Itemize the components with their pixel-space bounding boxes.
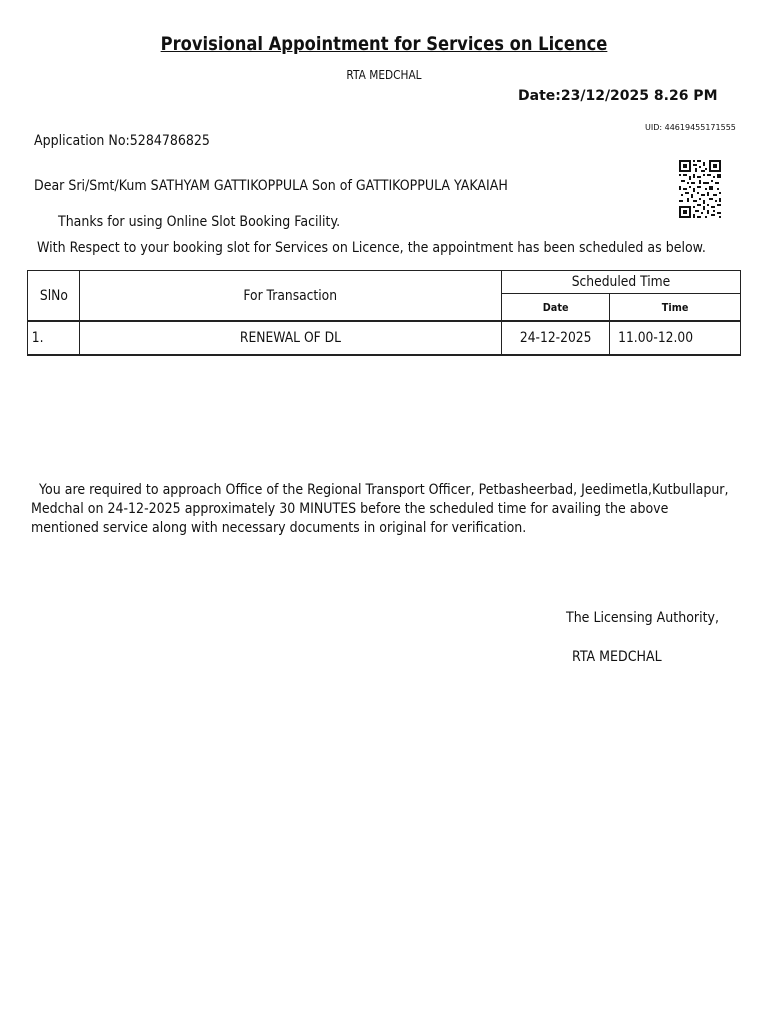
instructions-line-2: Medchal on 24-12-2025 approximately 30 MINUTES before the scheduled time for availing the above bbox=[31, 501, 669, 517]
uid-text: UID: 44619455171555 bbox=[645, 123, 736, 132]
issue-date bbox=[518, 88, 718, 104]
table-row bbox=[28, 321, 741, 355]
instructions-line-3: mentioned service along with necessary documents in original for verification. bbox=[31, 520, 527, 536]
respect-text: With Respect to your booking slot for Services on Licence, the appointment has been scheduled as below. bbox=[37, 240, 706, 256]
header-slno: SlNo bbox=[28, 271, 80, 322]
thanks-text: Thanks for using Online Slot Booking Facility. bbox=[58, 214, 341, 230]
signature-office: RTA MEDCHAL bbox=[572, 649, 662, 665]
appointment-table bbox=[27, 270, 741, 356]
row-date: 24-12-2025 bbox=[502, 321, 610, 355]
row-slno: 1. bbox=[28, 321, 80, 355]
header-scheduled-time: Scheduled Time bbox=[502, 271, 741, 294]
instructions-line-1: You are required to approach Office of the Regional Transport Officer, Petbasheerbad, Jeedimetla,Kutbullapur, bbox=[31, 482, 729, 498]
header-time: Time bbox=[610, 294, 741, 322]
header-date: Date bbox=[502, 294, 610, 322]
header-transaction: For Transaction bbox=[79, 271, 501, 322]
row-time: 11.00-12.00 bbox=[610, 321, 741, 355]
date-label: Date: bbox=[518, 88, 561, 104]
salutation: Dear Sri/Smt/Kum SATHYAM GATTIKOPPULA Son of GATTIKOPPULA YAKAIAH bbox=[34, 178, 508, 194]
qr-code-icon bbox=[678, 159, 722, 219]
signature-authority: The Licensing Authority, bbox=[566, 610, 720, 626]
row-transaction: RENEWAL OF DL bbox=[79, 321, 501, 355]
instructions-paragraph bbox=[31, 481, 729, 538]
application-number: Application No:5284786825 bbox=[34, 133, 210, 149]
office-name: RTA MEDCHAL bbox=[346, 68, 422, 82]
page-title: Provisional Appointment for Services on Licence bbox=[160, 33, 608, 55]
date-value: 23/12/2025 8.26 PM bbox=[560, 88, 718, 104]
